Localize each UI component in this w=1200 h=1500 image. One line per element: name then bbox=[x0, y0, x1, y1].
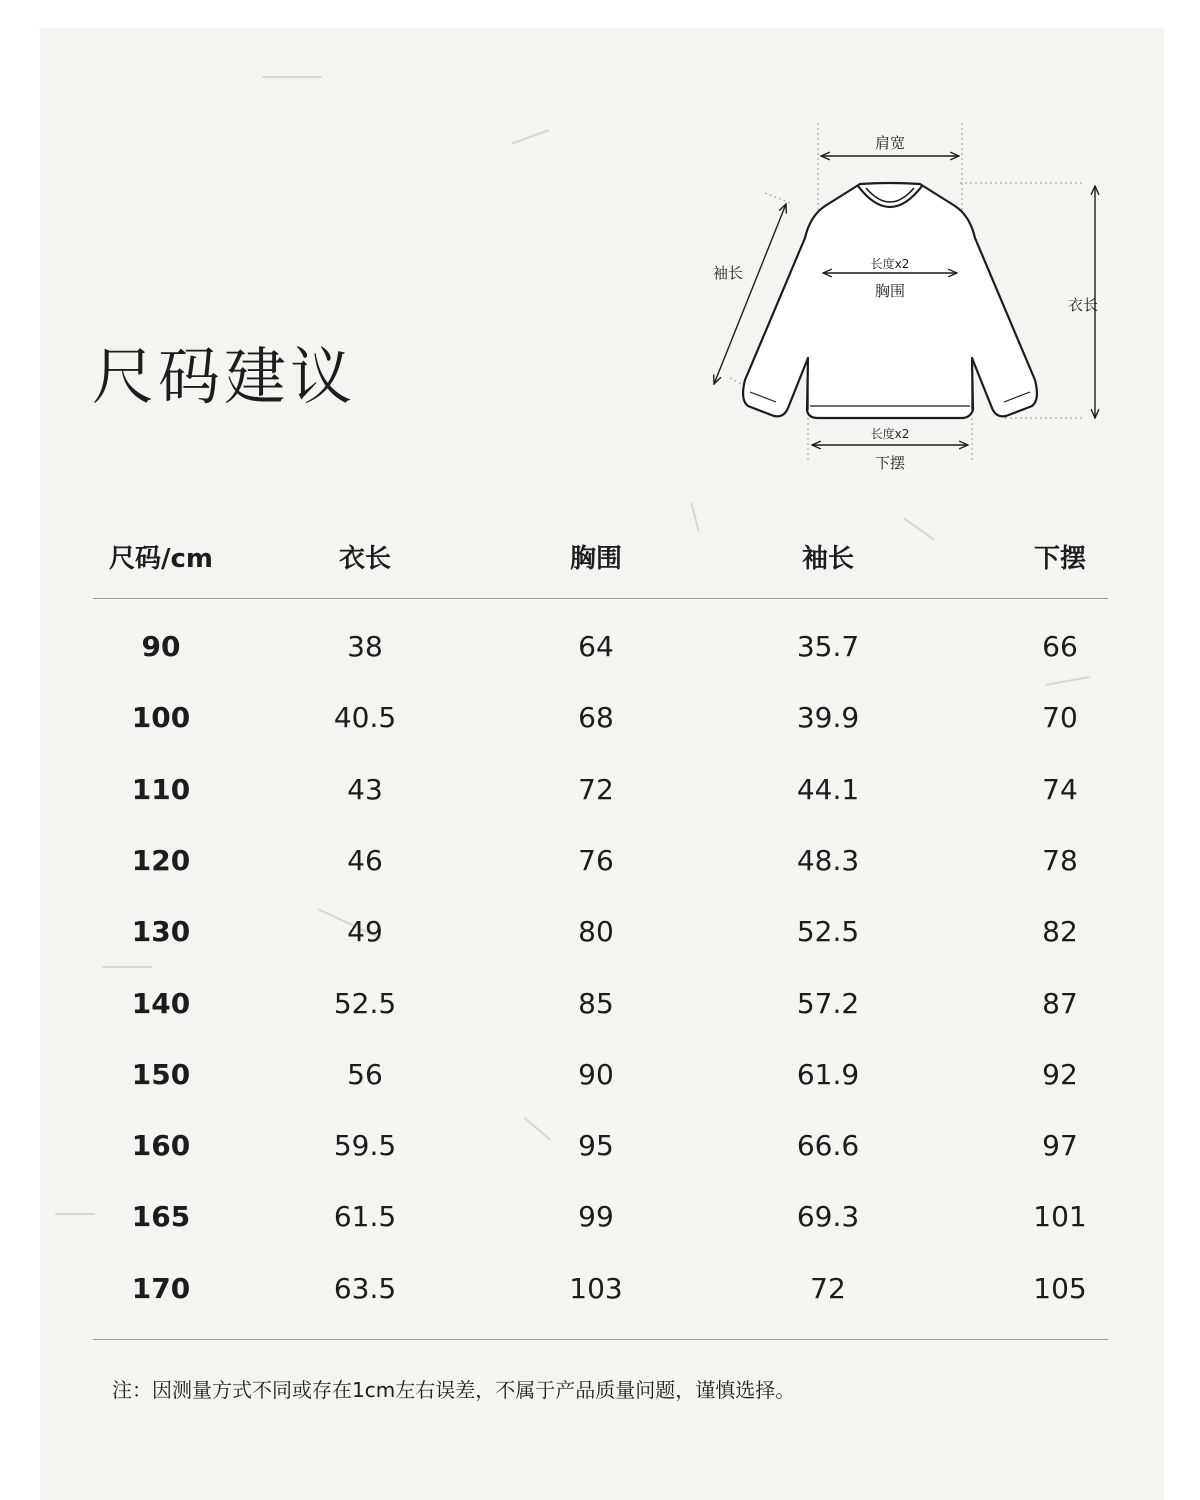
measurement-cell: 46 bbox=[347, 843, 383, 877]
table-row bbox=[93, 1039, 1108, 1110]
table-body bbox=[93, 599, 1108, 1340]
size-cell: 120 bbox=[131, 843, 191, 877]
table-row bbox=[93, 754, 1108, 825]
measurement-cell: 69.3 bbox=[796, 1200, 860, 1234]
measurement-cell: 74 bbox=[1042, 772, 1078, 806]
hem-multiplier-label: 长度x2 bbox=[870, 427, 910, 441]
column-header: 袖长 bbox=[801, 544, 854, 574]
measurement-cell: 92 bbox=[1042, 1057, 1078, 1091]
measurement-cell: 64 bbox=[578, 630, 614, 663]
garment-diagram bbox=[690, 88, 1110, 488]
measurement-cell: 80 bbox=[578, 915, 614, 949]
measurement-cell: 95 bbox=[578, 1129, 614, 1163]
measurement-cell: 56 bbox=[347, 1057, 383, 1091]
size-cell: 90 bbox=[141, 630, 181, 663]
chest-multiplier-label: 长度x2 bbox=[870, 257, 910, 271]
shoulder-label: 肩宽 bbox=[874, 134, 906, 152]
chest-label: 胸围 bbox=[874, 282, 906, 300]
measurement-cell: 72 bbox=[810, 1271, 846, 1305]
measurement-cell: 61.9 bbox=[796, 1057, 860, 1091]
measurement-cell: 97 bbox=[1042, 1129, 1078, 1163]
size-cell: 130 bbox=[131, 915, 191, 949]
measurement-cell: 48.3 bbox=[796, 843, 860, 877]
table-row bbox=[93, 825, 1108, 896]
size-cell: 160 bbox=[131, 1129, 191, 1163]
measurement-cell: 72 bbox=[578, 772, 614, 806]
table-row bbox=[93, 1253, 1108, 1324]
measurement-cell: 66.6 bbox=[796, 1129, 860, 1163]
measurement-cell: 35.7 bbox=[796, 630, 860, 663]
table-row bbox=[93, 682, 1108, 753]
table-row bbox=[93, 1110, 1108, 1181]
measurement-cell: 43 bbox=[347, 772, 383, 806]
sleeve-label: 袖长 bbox=[712, 264, 744, 282]
column-header: 下摆 bbox=[1033, 544, 1086, 574]
size-cell: 140 bbox=[131, 986, 191, 1020]
measurement-cell: 99 bbox=[578, 1200, 614, 1234]
column-header: 衣长 bbox=[338, 544, 391, 574]
measurement-cell: 61.5 bbox=[333, 1200, 397, 1234]
measurement-cell: 82 bbox=[1042, 915, 1078, 949]
hem-label: 下摆 bbox=[874, 454, 906, 472]
measurement-cell: 103 bbox=[569, 1271, 623, 1305]
measurement-cell: 101 bbox=[1033, 1200, 1087, 1234]
column-header: 尺码/cm bbox=[108, 544, 213, 574]
size-cell: 165 bbox=[131, 1200, 191, 1234]
measurement-cell: 52.5 bbox=[796, 915, 860, 949]
measurement-cell: 68 bbox=[578, 701, 614, 735]
measurement-cell: 66 bbox=[1042, 630, 1078, 663]
size-chart-card bbox=[40, 28, 1164, 1500]
paper-fiber bbox=[511, 129, 549, 145]
measurement-cell: 90 bbox=[578, 1057, 614, 1091]
table-row bbox=[93, 896, 1108, 967]
length-label: 衣长 bbox=[1067, 296, 1099, 314]
measurement-cell: 87 bbox=[1042, 986, 1078, 1020]
column-header: 胸围 bbox=[569, 544, 622, 574]
sweatshirt-diagram-svg bbox=[690, 88, 1110, 488]
sweatshirt-outline bbox=[743, 183, 1037, 418]
paper-fiber bbox=[262, 76, 322, 78]
size-cell: 170 bbox=[131, 1271, 191, 1305]
page-title: 尺码建议 bbox=[92, 340, 357, 413]
measurement-cell: 78 bbox=[1042, 843, 1078, 877]
size-cell: 100 bbox=[131, 701, 191, 735]
measurement-cell: 49 bbox=[347, 915, 383, 949]
table-row bbox=[93, 1181, 1108, 1252]
measurement-cell: 39.9 bbox=[796, 701, 860, 735]
measurement-cell: 38 bbox=[347, 630, 383, 663]
measurement-cell: 76 bbox=[578, 843, 614, 877]
table-row bbox=[93, 611, 1108, 682]
measurement-cell: 57.2 bbox=[796, 986, 860, 1020]
size-cell: 110 bbox=[131, 772, 191, 806]
measurement-cell: 59.5 bbox=[333, 1129, 397, 1163]
measurement-cell: 70 bbox=[1042, 701, 1078, 735]
measurement-cell: 52.5 bbox=[333, 986, 397, 1020]
table-header bbox=[93, 528, 1108, 599]
measurement-cell: 105 bbox=[1033, 1271, 1087, 1305]
measurement-cell: 63.5 bbox=[333, 1271, 397, 1305]
size-cell: 150 bbox=[131, 1057, 191, 1091]
size-table bbox=[93, 528, 1108, 1340]
measurement-cell: 85 bbox=[578, 986, 614, 1020]
disclaimer-note: 注：因测量方式不同或存在1cm左右误差，不属于产品质量问题，谨慎选择。 bbox=[112, 1378, 796, 1402]
measurement-cell: 44.1 bbox=[796, 772, 860, 806]
table-row bbox=[93, 968, 1108, 1039]
measurement-cell: 40.5 bbox=[333, 701, 397, 735]
